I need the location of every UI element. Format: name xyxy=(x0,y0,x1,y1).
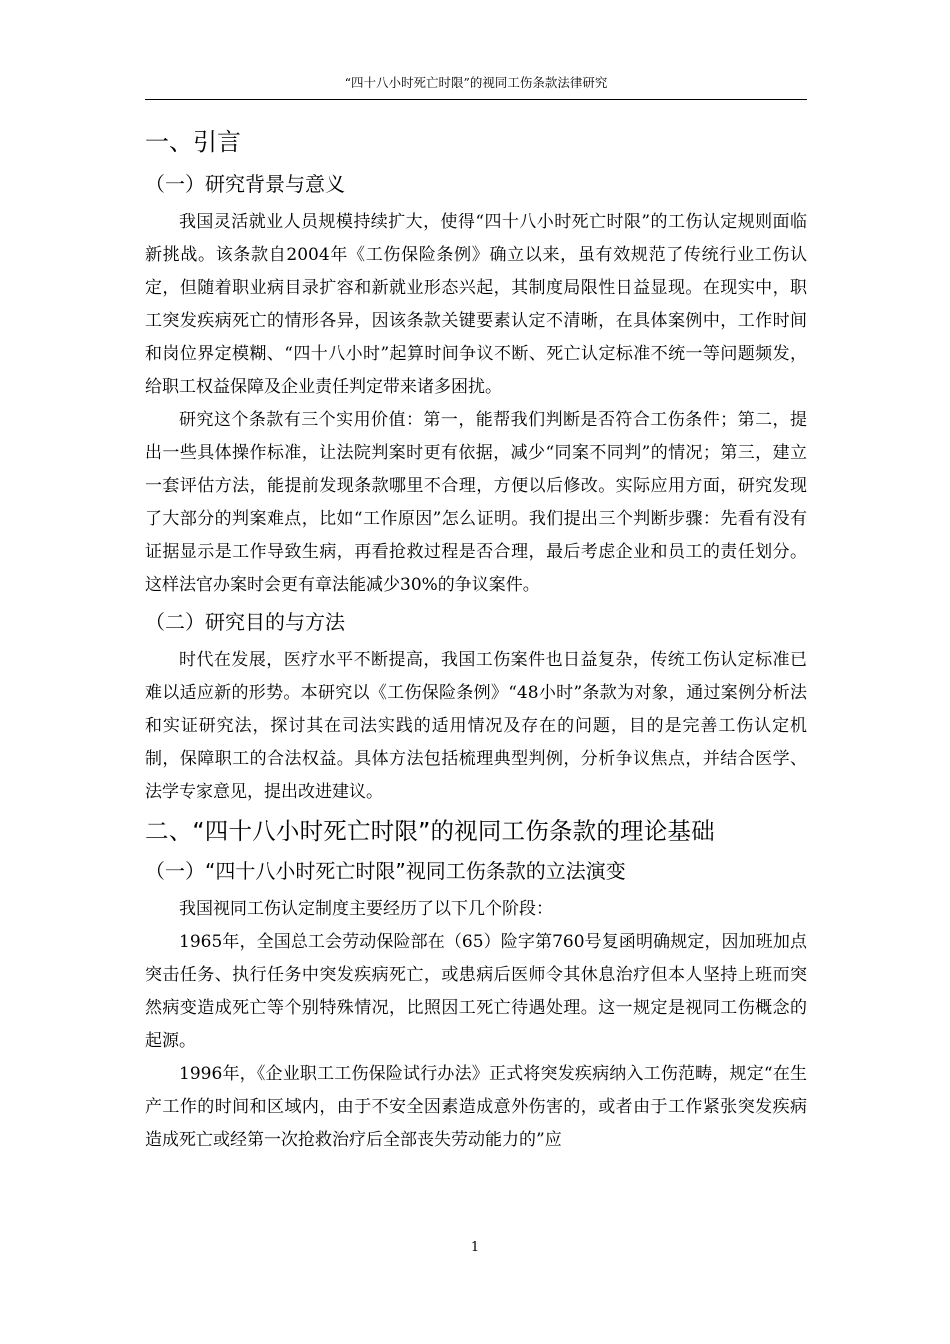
running-header: “四十八小时死亡时限”的视同工伤条款法律研究 xyxy=(344,75,608,90)
document-body xyxy=(145,118,807,1157)
paragraph-evolution-1996: 1996年，《企业职工工伤保险试行办法》正式将突发疾病纳入工伤范畴，规定“在生产工作的时间和区域内，由于不安全因素造成意外伤害的，或者由于工作紧张突发疾病造成死亡或经第一次抢救治疗后全部丧失劳动能力的”应 xyxy=(145,1064,807,1150)
paragraph-evolution-1965: 1965年，全国总工会劳动保险部在（65）险字第760号复函明确规定，因加班加点突击任务、执行任务中突发疾病死亡，或患病后医师令其休息治疗但本人坚持上班而突然病变造成死亡等个别特殊情况，比照因工死亡待遇处理。这一规定是视同工伤概念的起源。 xyxy=(145,932,807,1051)
page-number: 1 xyxy=(470,1240,480,1255)
paragraph-purpose-method: 时代在发展，医疗水平不断提高，我国工伤案件也日益复杂，传统工伤认定标准已难以适应新的形势。本研究以《工伤保险条例》“48小时”条款为对象，通过案例分析法和实证研究法，探讨其在司法实践的适用情况及存在的问题，目的是完善工伤认定机制，保障职工的合法权益。具体方法包括梳理典型判例，分析争议焦点，并结合医学、法学专家意见，提出改进建议。 xyxy=(145,650,807,802)
section-heading-theory: 二、“四十八小时死亡时限”的视同工伤条款的理论基础 xyxy=(145,817,715,845)
subsection-heading-purpose-method: （二）研究目的与方法 xyxy=(145,610,345,634)
subsection-heading-legislative-evolution: （一）“四十八小时死亡时限”视同工伤条款的立法演变 xyxy=(145,859,626,883)
paragraph-background-1: 我国灵活就业人员规模持续扩大，使得“四十八小时死亡时限”的工伤认定规则面临新挑战。该条款自2004年《工伤保险条例》确立以来，虽有效规范了传统行业工伤认定，但随着职业病目录扩容和新就业形态兴起，其制度局限性日益显现。在现实中，职工突发疾病死亡的情形各异，因该条款关键要素认定不清晰，在具体案例中，工作时间和岗位界定模糊、“四十八小时”起算时间争议不断、死亡认定标准不统一等问题频发，给职工权益保障及企业责任判定带来诸多困扰。 xyxy=(145,212,807,397)
paragraph-background-2: 研究这个条款有三个实用价值：第一，能帮我们判断是否符合工伤条件；第二，提出一些具体操作标准，让法院判案时更有依据，减少“同案不同判”的情况；第三，建立一套评估方法，能提前发现条款哪里不合理，方便以后修改。实际应用方面，研究发现了大部分的判案难点，比如“工作原因”怎么证明。我们提出三个判断步骤：先看有没有证据显示是工作导致生病，再看抢救过程是否合理，最后考虑企业和员工的责任划分。这样法官办案时会更有章法能减少30%的争议案件。 xyxy=(145,410,807,595)
paragraph-evolution-intro: 我国视同工伤认定制度主要经历了以下几个阶段： xyxy=(179,899,553,919)
section-heading-introduction: 一、引言 xyxy=(145,128,241,156)
header-rule xyxy=(145,99,807,100)
subsection-heading-background: （一）研究背景与意义 xyxy=(145,172,345,196)
